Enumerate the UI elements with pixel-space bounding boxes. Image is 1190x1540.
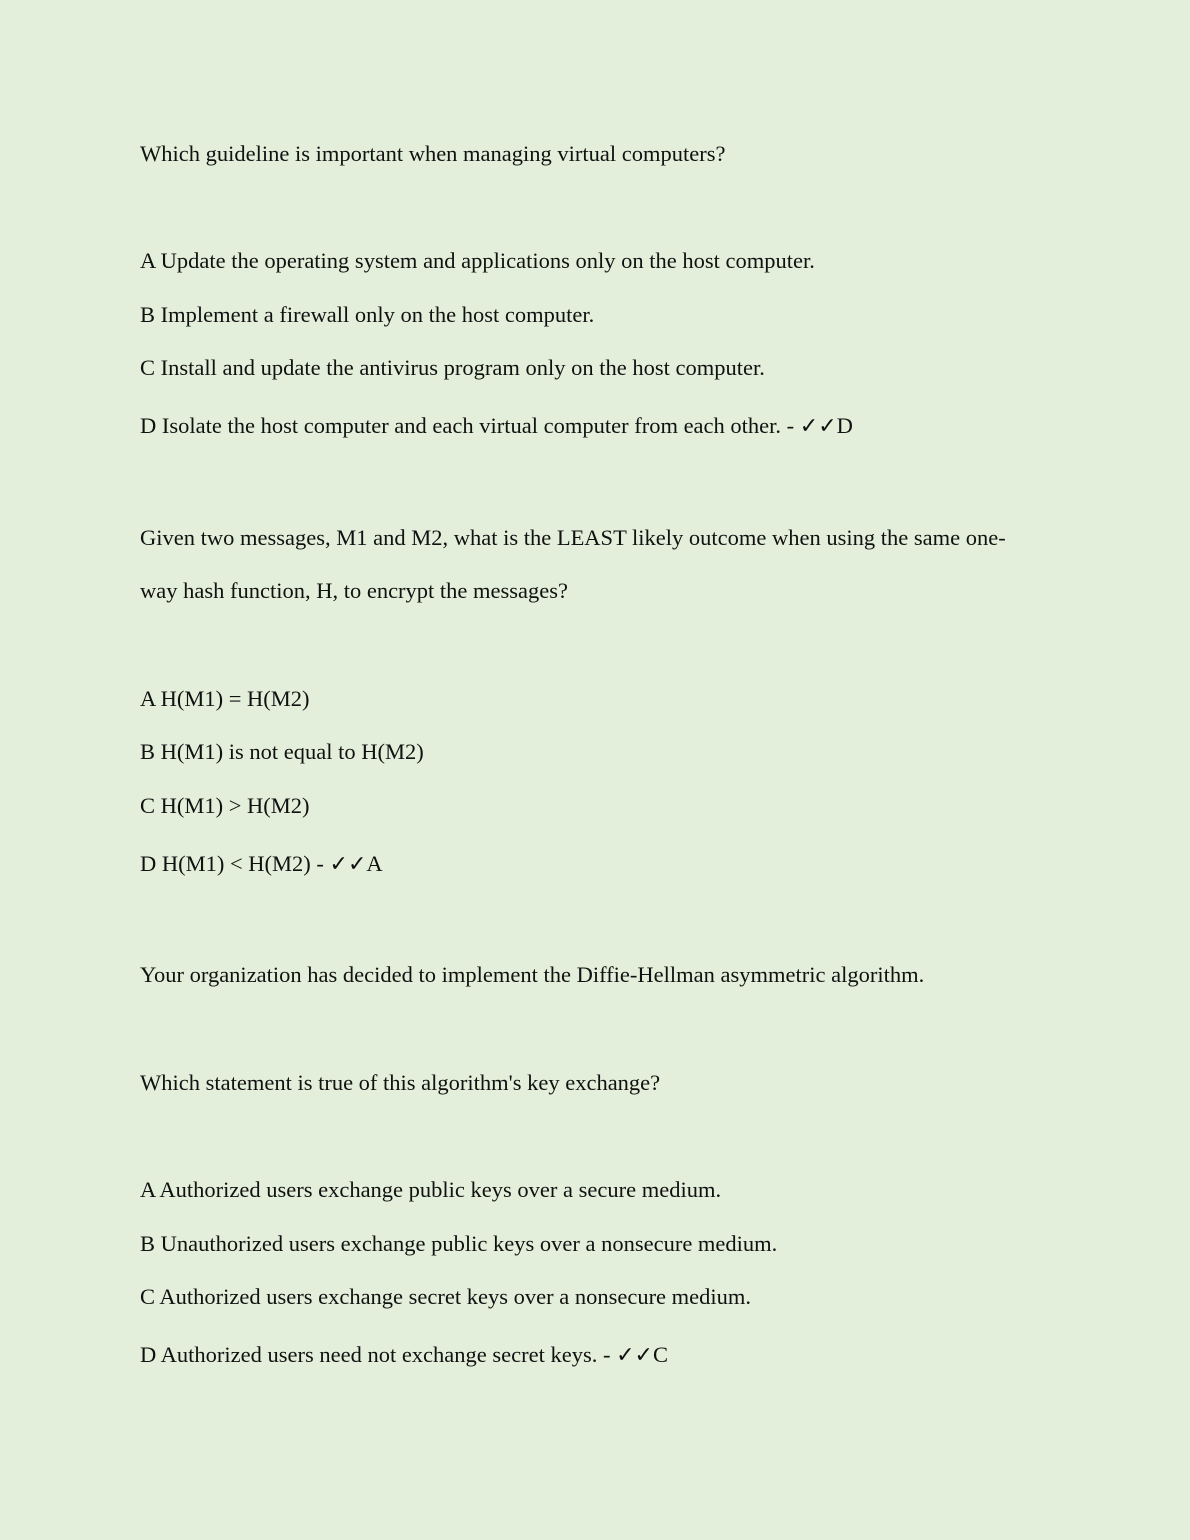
question-1-option-c: C Install and update the antivirus program only on the host computer. xyxy=(140,355,765,380)
question-3-option-d xyxy=(140,1340,668,1371)
question-3-option-c: C Authorized users exchange secret keys over a nonsecure medium. xyxy=(140,1284,752,1309)
question-2-answer: A xyxy=(366,851,383,876)
question-2-option-a: A H(M1) = H(M2) xyxy=(140,686,310,711)
question-2-text-line-2: way hash function, H, to encrypt the messages? xyxy=(140,578,569,603)
question-2-option-c: C H(M1) > H(M2) xyxy=(140,793,310,818)
question-2-option-b: B H(M1) is not equal to H(M2) xyxy=(140,739,424,764)
question-2-option-d xyxy=(140,849,383,880)
question-1-answer: D xyxy=(836,413,853,438)
question-2-text-line-1: Given two messages, M1 and M2, what is the LEAST likely outcome when using the same one- xyxy=(140,525,1006,550)
question-3-option-d-text: D Authorized users need not exchange secret keys. - xyxy=(140,1342,617,1367)
question-1-option-d xyxy=(140,411,853,442)
question-3-option-b: B Unauthorized users exchange public keys over a nonsecure medium. xyxy=(140,1231,778,1256)
check-mark-icon: ✓✓ xyxy=(329,852,367,877)
question-1-option-b: B Implement a firewall only on the host computer. xyxy=(140,302,595,327)
question-1-option-d-text: D Isolate the host computer and each virtual computer from each other. - xyxy=(140,413,800,438)
question-1-option-a: A Update the operating system and applications only on the host computer. xyxy=(140,248,815,273)
question-2-option-d-text: D H(M1) < H(M2) - xyxy=(140,851,330,876)
question-3-context: Your organization has decided to implement the Diffie-Hellman asymmetric algorithm. xyxy=(140,962,925,987)
check-mark-icon: ✓✓ xyxy=(616,1343,653,1368)
question-3-answer: C xyxy=(652,1342,668,1367)
question-3-text: Which statement is true of this algorithm's key exchange? xyxy=(140,1070,661,1095)
question-1-text: Which guideline is important when managing virtual computers? xyxy=(140,141,726,166)
check-mark-icon: ✓✓ xyxy=(799,414,837,439)
question-3-option-a: A Authorized users exchange public keys over a secure medium. xyxy=(140,1177,722,1202)
